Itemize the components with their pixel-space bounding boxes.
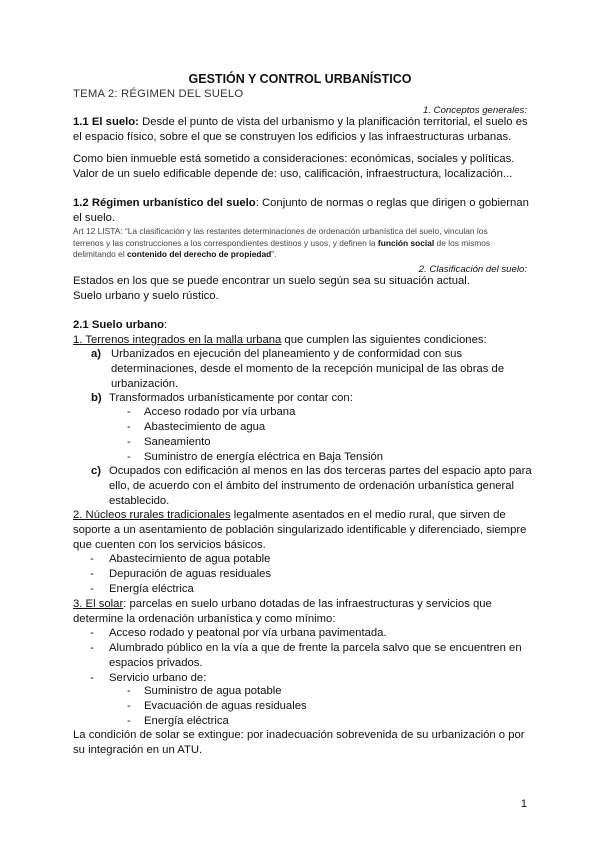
item-3-line-1: [73, 597, 533, 612]
economic-considerations: Como bien inmueble está sometido a consideraciones: económicas, sociales y políticas.: [73, 153, 515, 165]
list-item-text: Evacuación de aguas residuales: [144, 700, 307, 712]
item-1-underlined: 1. Terrenos integrados en la malla urbana: [73, 334, 282, 346]
list-item: [90, 582, 510, 597]
item-3-line-2: determine la ordenación urbanística y como mínimo:: [73, 613, 336, 625]
dash-bullet: -: [90, 642, 94, 654]
list-item-text: [109, 641, 529, 671]
item-a-text: [111, 347, 541, 392]
dash-bullet: -: [127, 421, 131, 433]
item-b-text: Transformados urbanísticamente por contar con:: [109, 392, 353, 404]
land-states: [73, 274, 533, 304]
article-quote-bold-property-right: contenido del derecho de propiedad: [127, 249, 272, 259]
section-1-1-line-1: [73, 115, 533, 130]
item-c-line-2: ello, de acuerdo con el ámbito del instrumento de ordenación urbanística general: [109, 480, 515, 492]
list-item: [127, 435, 507, 450]
list-item: [127, 699, 507, 714]
dash-bullet: -: [90, 627, 94, 639]
buildable-land-value: Valor de un suelo edificable depende de: uso, calificación, infraestructura, localización...: [73, 168, 513, 180]
item-c-text: [109, 464, 541, 509]
item-a-label: a): [91, 348, 102, 360]
list-item: [90, 626, 530, 641]
item-2: [73, 508, 533, 553]
item-3-underlined: 3. El solar: [73, 598, 124, 610]
item-2-underlined: 2. Núcleos rurales tradicionales: [73, 509, 231, 521]
list-item-text: Abastecimiento de agua potable: [109, 553, 271, 565]
classification-note: 2. Clasificación del suelo:: [418, 264, 527, 275]
section-1-1-paragraph-2: [73, 152, 533, 182]
list-item: [90, 552, 510, 567]
article-quote-text: ”.: [271, 249, 277, 259]
article-quote-text: de los mismos: [434, 237, 491, 248]
article-quote-text: delimitando el: [73, 249, 128, 259]
list-item-text: Acceso rodado y peatonal por vía urbana pavimentada.: [109, 627, 387, 639]
dash-bullet: -: [90, 672, 94, 684]
item-3-list: [90, 626, 530, 686]
list-item-text: Acceso rodado por vía urbana: [144, 406, 296, 418]
item-a-line-1: Urbanizados en ejecución del planeamiento y de conformidad con sus: [111, 348, 463, 360]
section-1-2-line-2: el suelo.: [73, 212, 116, 224]
article-quote-line-2: [73, 238, 533, 250]
section-1-1-heading: 1.1 El suelo:: [73, 116, 139, 128]
page-number: 1: [520, 798, 527, 810]
article-quote-bold-social-function: función social: [377, 237, 435, 248]
dash-bullet: -: [127, 700, 131, 712]
item-2-line-2: soporte a un asentamiento de población singularizado identificable y diferenciado, siempre: [73, 524, 527, 536]
list-item: [127, 405, 507, 420]
list-item: [90, 567, 510, 582]
dash-bullet: -: [127, 685, 131, 697]
list-item-text: Depuración de aguas residuales: [109, 568, 272, 580]
list-item-text: Suministro de agua potable: [144, 685, 282, 697]
item-2-line-1: [73, 508, 533, 523]
dash-bullet: -: [127, 715, 131, 727]
dash-bullet: -: [127, 436, 131, 448]
item-c-line-1: Ocupados con edificación al menos en las dos terceras partes del espacio apto para: [109, 465, 532, 477]
section-1-2: [73, 196, 533, 226]
list-item: [127, 450, 507, 465]
dash-bullet: -: [127, 406, 131, 418]
item-c-label: c): [91, 465, 102, 477]
item-2-list: [90, 552, 510, 597]
dash-bullet: -: [90, 583, 94, 595]
section-1-1: [73, 115, 533, 145]
list-item: [127, 684, 507, 699]
list-item: [90, 641, 530, 671]
list-item-text: Abastecimiento de agua: [144, 421, 266, 433]
article-quote-line-3: [73, 249, 533, 261]
list-item-text: Servicio urbano de:: [109, 672, 207, 684]
land-states-line-2: Suelo urbano y suelo rústico.: [73, 290, 219, 302]
list-item-line: espacios privados.: [109, 657, 203, 669]
item-3-rest: : parcelas en suelo urbano dotadas de las infraestructuras y servicios que: [123, 598, 492, 610]
section-2-1-heading: 2.1 Suelo urbano: [73, 319, 165, 331]
list-item-text: Suministro de energía eléctrica en Baja Tensión: [144, 451, 384, 463]
list-item: [127, 714, 507, 729]
list-item-line: Alumbrado público en la vía a que de frente la parcela salvo que se encuentren en: [109, 642, 522, 654]
article-quote-line-1: Art 12 LISTA: “La clasificación y las restantes determinaciones de ordenación urbanística del suelo, vinculan los: [73, 226, 488, 236]
item-1-line: [73, 333, 533, 348]
article-quote-text: terrenos y las construcciones a los correspondientes destinos y usos, y definen la: [73, 237, 378, 248]
item-3: [73, 597, 533, 627]
document-title: GESTIÓN Y CONTROL URBANÍSTICO: [188, 72, 412, 86]
dash-bullet: -: [127, 451, 131, 463]
section-1-2-text: : Conjunto de normas o reglas que dirigen o gobiernan: [255, 197, 529, 209]
item-2-line-3: que cuenten con los servicios básicos.: [73, 539, 266, 551]
article-12-quote: [73, 226, 533, 261]
item-3-sublist: [127, 684, 507, 729]
list-item-text: Energía eléctrica: [144, 715, 229, 727]
dash-bullet: -: [90, 553, 94, 565]
document-subtitle: TEMA 2: RÉGIMEN DEL SUELO: [73, 88, 244, 100]
dash-bullet: -: [90, 568, 94, 580]
list-item-text: Saneamiento: [144, 436, 211, 448]
item-a-line-3: urbanización.: [111, 378, 179, 390]
concepts-note: 1. Conceptos generales:: [423, 105, 527, 116]
section-1-2-line-1: [73, 196, 533, 211]
item-2-rest: legalmente asentados en el medio rural, que sirven de: [230, 509, 506, 521]
land-states-line-1: Estados en los que se puede encontrar un suelo según sea su situación actual.: [73, 275, 470, 287]
solar-extinction: [73, 728, 533, 758]
item-b-label: b): [91, 392, 102, 404]
item-a-line-2: determinaciones, desde el momento de la recepción municipal de las obras de: [111, 363, 505, 375]
solar-extinction-line-1: La condición de solar se extingue: por inadecuación sobrevenida de su urbanización o por: [73, 729, 525, 741]
list-item: [127, 420, 507, 435]
section-2-1-colon: :: [164, 319, 168, 331]
solar-extinction-line-2: su integración en un ATU.: [73, 744, 203, 756]
section-2-1-heading-line: [73, 318, 533, 333]
list-item-text: Energía eléctrica: [109, 583, 194, 595]
section-1-1-text: Desde el punto de vista del urbanismo y la planificación territorial, el suelo es: [138, 116, 528, 128]
item-c-line-3: establecido.: [109, 495, 170, 507]
section-1-1-line-2: el espacio físico, sobre el que se construyen los edificios y las infraestructuras urbanas.: [73, 131, 512, 143]
item-b-list: [127, 405, 507, 465]
section-1-2-heading: 1.2 Régimen urbanístico del suelo: [73, 197, 256, 209]
item-1-rest: que cumplen las siguientes condiciones:: [281, 334, 487, 346]
